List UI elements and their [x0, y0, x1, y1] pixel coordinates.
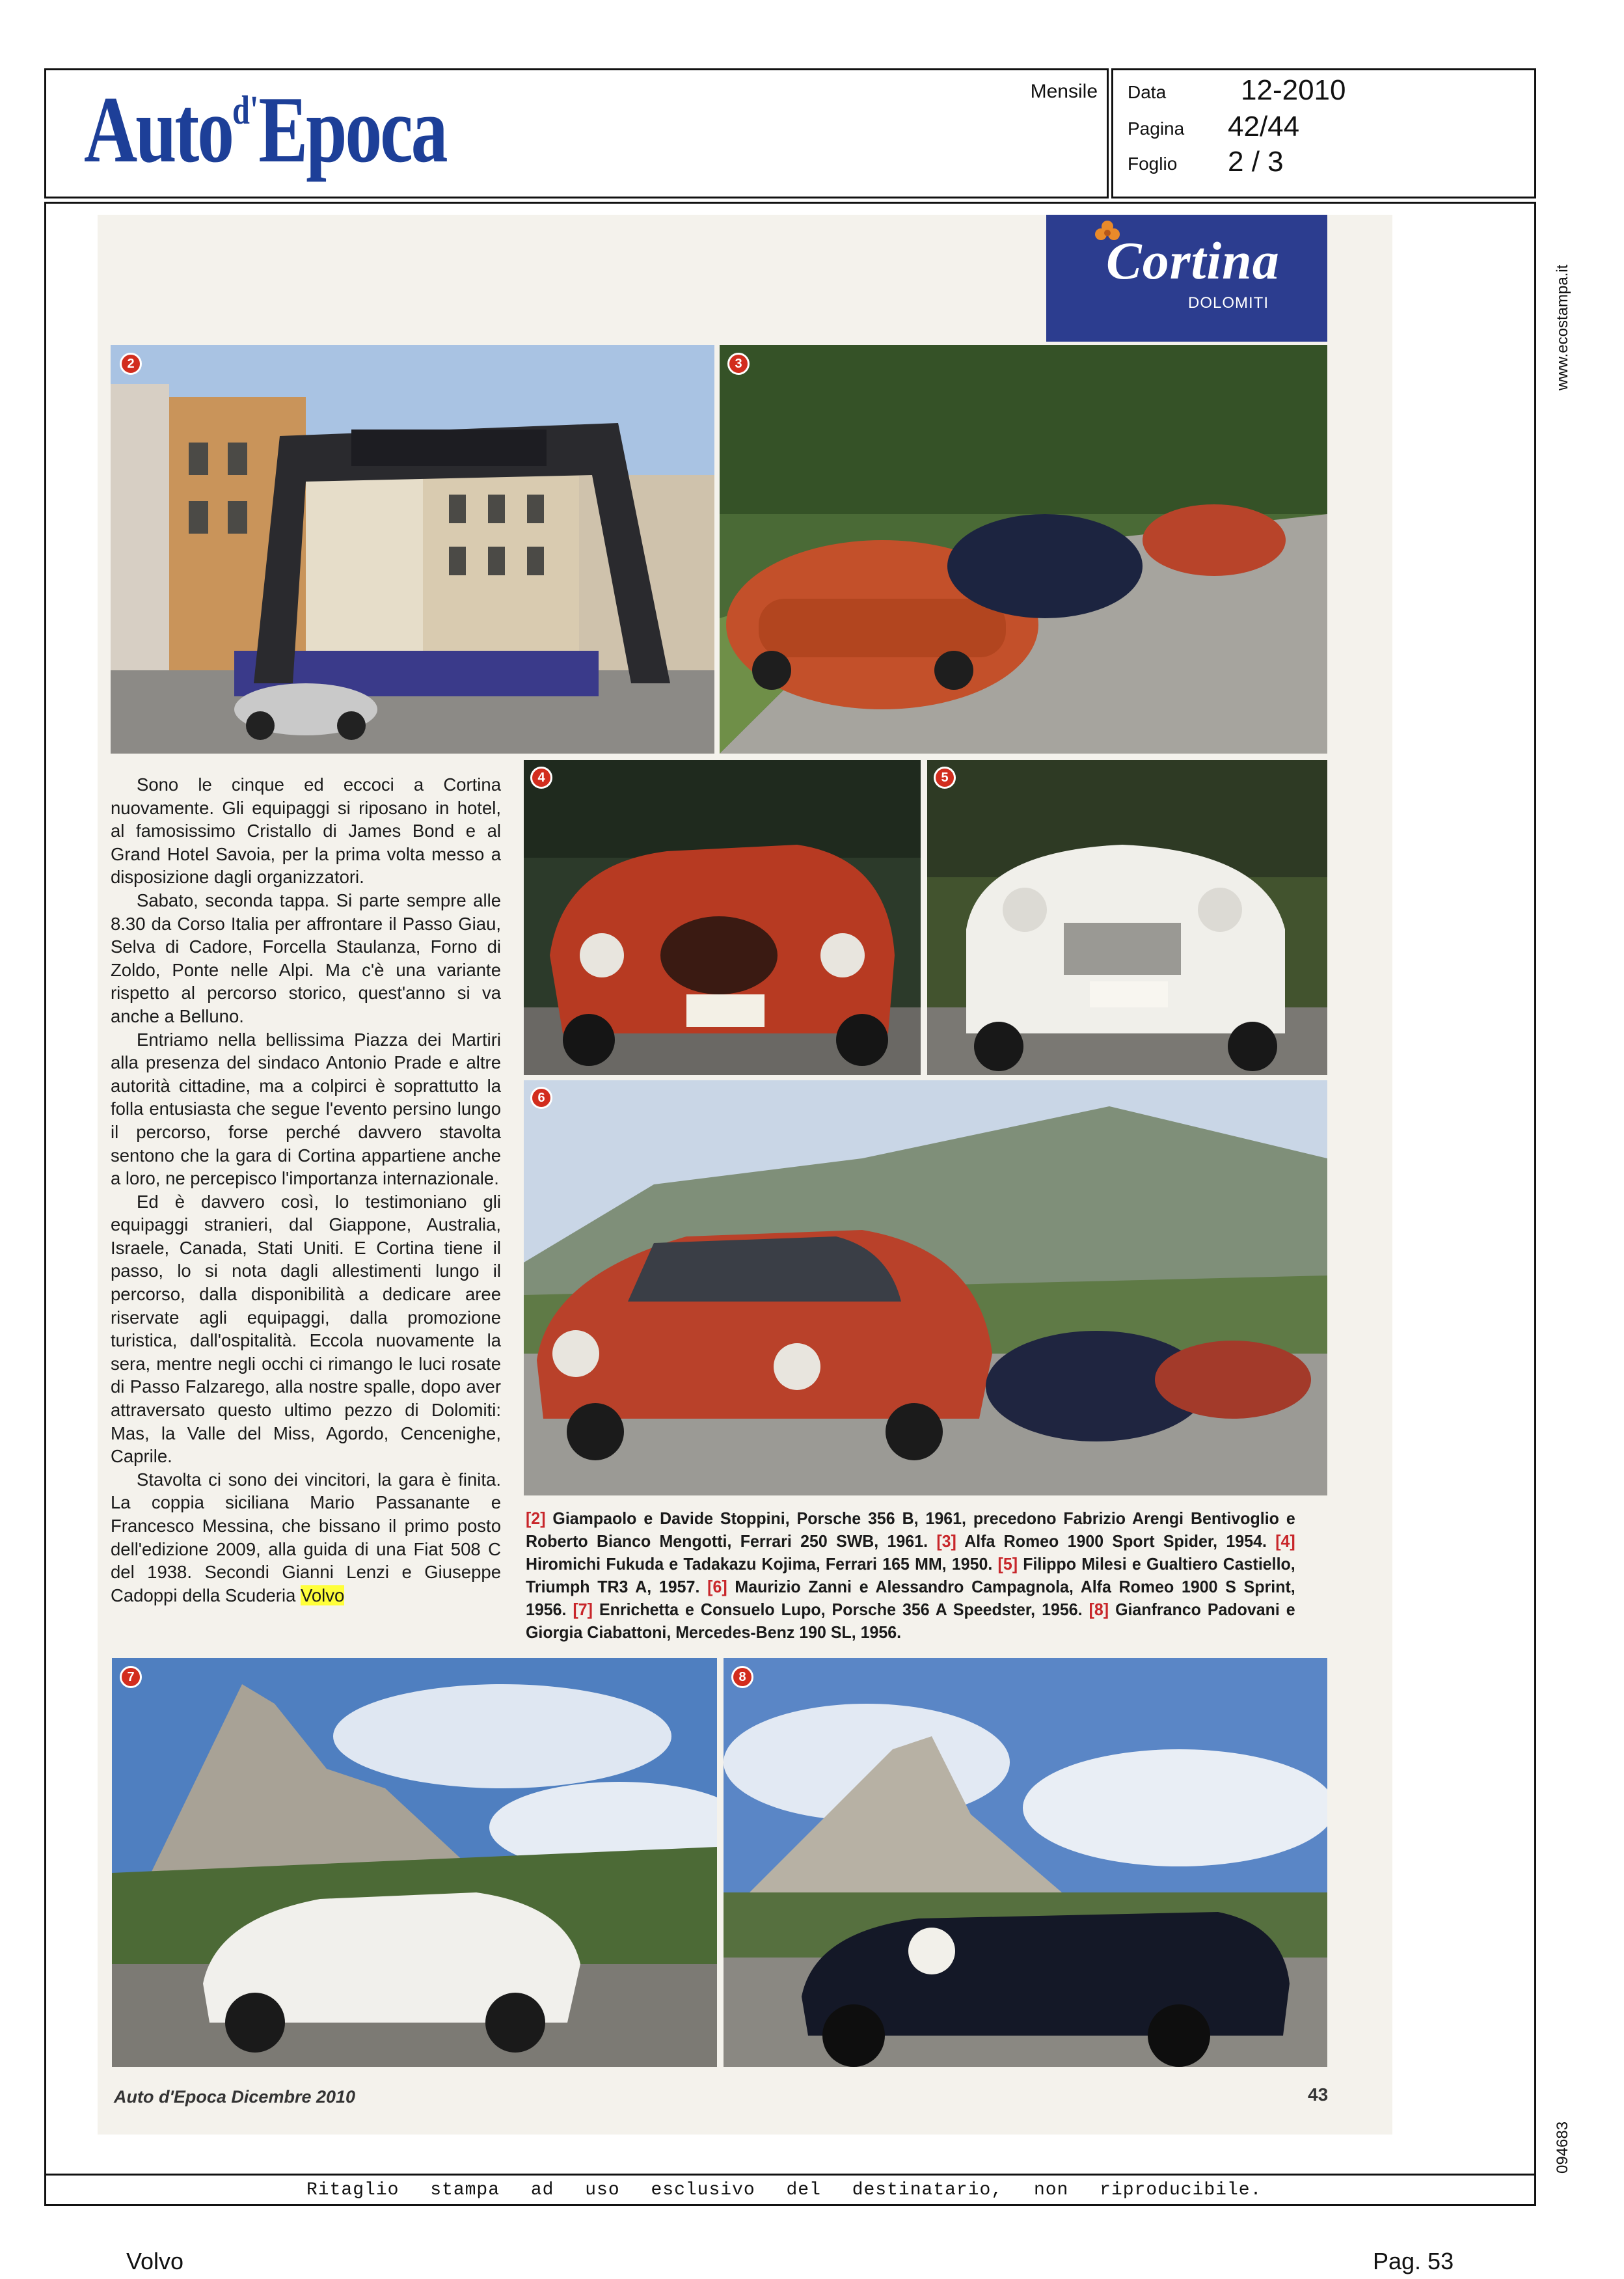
article-paragraph: Ed è davvero così, lo testimoniano gli equipaggi stranieri, dal Giappone, Australia, Israele, Canada, Stati Uniti. E Cortina tiene il passo, lo si nota dagli allestimenti lungo il percorso, dalla disponibilità a dedicare aree riservate agli equipaggi, dalla promozione turistica, dall'ospitalità. Eccola nuovamente la sera, mentre negli occhi ci rimango le luci rosate di Passo Falzarego, alla nostre spalle, dopo aver attraversato questo ultimo pezzo di Dolomiti: Mas, la Valle del Miss, Agordo, Cencenighe, Caprile. — [111, 1191, 501, 1467]
photo-number: 3 — [727, 353, 750, 375]
article-paragraph: Entriamo nella bellissima Piazza dei Martiri alla presenza del sindaco Antonio Prade e altre autorità cittadine, ma a colpirci è soprattutto la folla entusiasta che segue l'evento persino lungo il percorso, forse perché davvero stavolta sentono che la gara di Cortina appartiene anche a loro, ne percepisco l'importanza internazionale. — [111, 1029, 501, 1189]
badge-brand: Cortina — [1106, 231, 1280, 290]
clipping-code: 094683 — [1554, 2121, 1571, 2174]
pagina-value: 42/44 — [1228, 111, 1300, 143]
foglio-label: Foglio — [1128, 154, 1178, 174]
pagina-label: Pagina — [1128, 118, 1185, 139]
photo-7 — [112, 1658, 717, 2067]
page-counter: Pag. 53 — [1373, 2248, 1454, 2274]
client-name: Volvo — [126, 2248, 184, 2274]
photo-2 — [111, 345, 714, 754]
masthead-box — [44, 68, 1109, 198]
frequency-label: Mensile — [1030, 81, 1098, 102]
article-paragraph: Sono le cinque ed eccoci a Cortina nuovamente. Gli equipaggi si riposano in hotel, al famosissimo Cristallo di James Bond e al Grand Hotel Savoia, per la prima volta messo a disposizione dagli organizzatori. — [111, 774, 501, 888]
issue-info-box — [1111, 68, 1536, 198]
divider — [46, 2174, 1534, 2176]
article-body — [111, 773, 501, 1607]
photo-5 — [927, 760, 1327, 1075]
magazine-logo: Auto$^{d'}$Epoca — [84, 77, 446, 182]
cortina-dolomiti-badge — [1046, 215, 1327, 342]
photo-number: 5 — [934, 767, 956, 789]
magazine-issue-footer: Auto d'Epoca Dicembre 2010 — [114, 2087, 356, 2107]
photo-4 — [524, 760, 921, 1075]
clipping-disclaimer: Ritaglio stampa ad uso esclusivo del destinatario, non riproducibile. — [306, 2180, 1262, 2200]
photo-8 — [724, 1658, 1327, 2067]
photo-3 — [720, 345, 1327, 754]
photo-number: 4 — [530, 767, 552, 789]
source-url: www.ecostampa.it — [1554, 264, 1571, 390]
highlighted-keyword: Volvo — [301, 1585, 345, 1605]
foglio-value: 2 / 3 — [1228, 146, 1284, 178]
photo-number: 6 — [530, 1087, 552, 1109]
data-label: Data — [1128, 82, 1167, 102]
photo-number: 7 — [120, 1666, 142, 1688]
photo-number: 8 — [731, 1666, 753, 1688]
article-paragraph: Stavolta ci sono dei vincitori, la gara è finita. La coppia siciliana Mario Passanante e Francesco Messina, che bissano il primo posto dell'edizione 2009, alla guida di una Fiat 508 C del 1938. Secondi Gianni Lenzi e Giuseppe Cadoppi della Scuderia Volvo — [111, 1469, 501, 1605]
magazine-page-number: 43 — [1308, 2084, 1329, 2105]
article-paragraph: Sabato, seconda tappa. Si parte sempre alle 8.30 da Corso Italia per affrontare il Passo Giau, Selva di Cadore, Forcella Staulanza, Forno di Zoldo, Ponte nelle Alpi. Ma c'è una variante rispetto al percorso storico, quest'anno si va anche a Belluno. — [111, 890, 501, 1026]
photo-6 — [524, 1080, 1327, 1495]
photo-captions: [2] Giampaolo e Davide Stoppini, Porsche 356 B, 1961, precedono Fabrizio Arengi Bentivoglio e Roberto Bianco Mengotti, Ferrari 250 SWB, 1961. [3] Alfa Romeo 1900 Sport Spider, 1954. [4] Hiromichi Fukuda e Tadakazu Kojima, Ferrari 165 MM, 1950. [5] Filippo Milesi e Gualtiero Castiello, Triumph TR3 A, 1957. [6] Maurizio Zanni e Alessandro Campagnola, Alfa Romeo 1900 S Sprint, 1956. [7] Enrichetta e Consuelo Lupo, Porsche 356 A Speedster, 1956. [8] Gianfranco Padovani e Giorgia Ciabattoni, Mercedes-Benz 190 SL, 1956. — [526, 1508, 1295, 1642]
data-value: 12-2010 — [1241, 74, 1346, 106]
badge-sub: DOLOMITI — [1188, 294, 1269, 312]
photo-number: 2 — [120, 353, 142, 375]
